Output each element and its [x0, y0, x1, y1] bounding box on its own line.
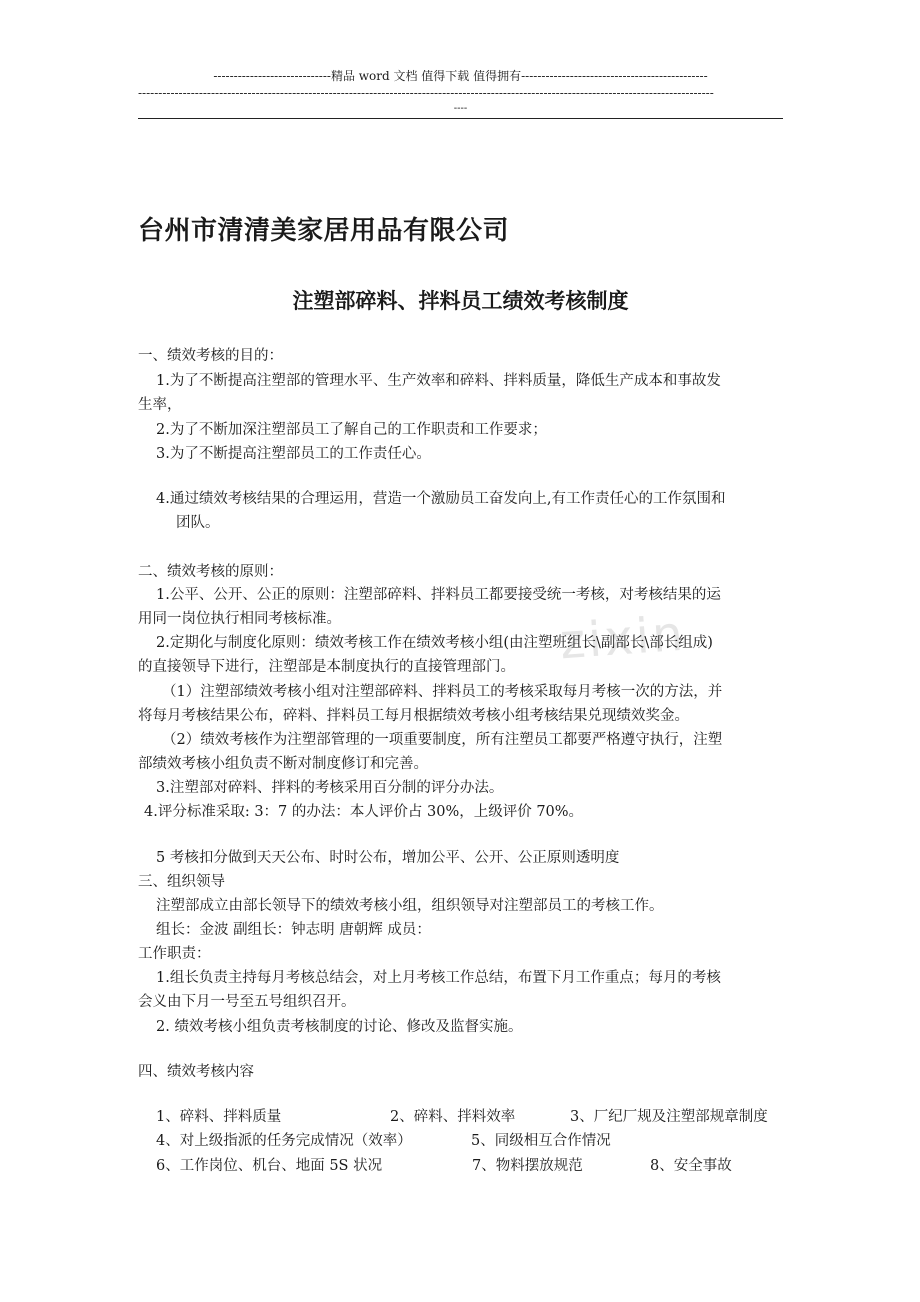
paragraph-line: 注塑部成立由部长领导下的绩效考核小组，组织领导对注塑部员工的考核工作。 [156, 898, 664, 914]
paragraph-line: 生率， [138, 397, 182, 413]
paragraph-line: 3.为了不断提高注塑部员工的工作责任心。 [156, 446, 431, 462]
content-item: 4、对上级指派的任务完成情况（效率） [156, 1133, 412, 1149]
document-title: 注塑部碎料、拌料员工绩效考核制度 [292, 289, 629, 313]
paragraph-line: （1）注塑部绩效考核小组对注塑部碎料、拌料员工的考核采取每月考核一次的方法，并 [162, 684, 723, 700]
content-item: 5、同级相互合作情况 [471, 1133, 611, 1149]
paragraph-line: 部绩效考核小组负责不断对制度修订和完善。 [138, 756, 428, 772]
header-dash-tail: ---- [453, 103, 468, 114]
header-banner: -----------------------------精品 word 文档 值得下载 值得拥有---------------------------------------------- [213, 69, 708, 83]
paragraph-line: 2. 绩效考核小组负责考核制度的讨论、修改及监督实施。 [156, 1019, 523, 1035]
team-members-line: 组长：金波 副组长：钟志明 唐朝辉 成员： [156, 922, 431, 938]
content-item: 8、安全事故 [650, 1158, 732, 1174]
paragraph-line: 2.定期化与制度化原则：绩效考核工作在绩效考核小组(由注塑班组长\副部长\部长组成) [156, 635, 713, 651]
paragraph-line: 团队。 [176, 515, 220, 531]
paragraph-line: 将每月考核结果公布，碎料、拌料员工每月根据绩效考核小组考核结果兑现绩效奖金。 [138, 708, 689, 724]
section-3-heading: 三、组织领导 [138, 874, 225, 890]
watermark: zixin [558, 605, 688, 671]
paragraph-line: 的直接领导下进行，注塑部是本制度执行的直接管理部门。 [138, 659, 515, 675]
paragraph-line: （2）绩效考核作为注塑部管理的一项重要制度，所有注塑员工都要严格遵守执行，注塑 [162, 732, 723, 748]
paragraph-line: 会义由下月一号至五号组织召开。 [138, 994, 356, 1010]
content-item: 1、碎料、拌料质量 [156, 1109, 282, 1125]
paragraph-line: 1.组长负责主持每月考核总结会，对上月考核工作总结，布置下月工作重点；每月的考核 [156, 970, 721, 986]
paragraph-line: 5 考核扣分做到天天公布、时时公布，增加公平、公开、公正原则透明度 [156, 850, 620, 866]
paragraph-line: 2.为了不断加深注塑部员工了解自己的工作职责和工作要求； [156, 422, 547, 438]
section-1-heading: 一、绩效考核的目的： [138, 348, 283, 364]
header-dash-line: ---------------------------------------------------------------------------------------------------------------------------------------------- [138, 86, 714, 100]
paragraph-line: 1.公平、公开、公正的原则：注塑部碎料、拌料员工都要接受统一考核，对考核结果的运 [156, 587, 721, 603]
paragraph-line: 用同一岗位执行相同考核标准。 [138, 611, 341, 627]
content-item: 3、厂纪厂规及注塑部规章制度 [570, 1109, 768, 1125]
paragraph-line: 4.通过绩效考核结果的合理运用，营造一个激励员工奋发向上,有工作责任心的工作氛围和 [156, 491, 726, 507]
paragraph-line: 工作职责： [138, 946, 211, 962]
header-rule [138, 118, 783, 119]
content-item: 7、物料摆放规范 [472, 1158, 583, 1174]
content-item: 6、工作岗位、机台、地面 5S 状况 [156, 1158, 383, 1174]
section-4-heading: 四、绩效考核内容 [138, 1064, 254, 1080]
paragraph-line: 4.评分标准采取: 3：7 的办法：本人评价占 30%，上级评价 70%。 [144, 804, 584, 820]
content-item: 2、碎料、拌料效率 [390, 1109, 516, 1125]
company-name: 台州市清清美家居用品有限公司 [138, 216, 510, 246]
section-2-heading: 二、绩效考核的原则： [138, 564, 283, 580]
paragraph-line: 1.为了不断提高注塑部的管理水平、生产效率和碎料、拌料质量，降低生产成本和事故发 [156, 373, 721, 389]
paragraph-line: 3.注塑部对碎料、拌料的考核采用百分制的评分办法。 [156, 780, 504, 796]
